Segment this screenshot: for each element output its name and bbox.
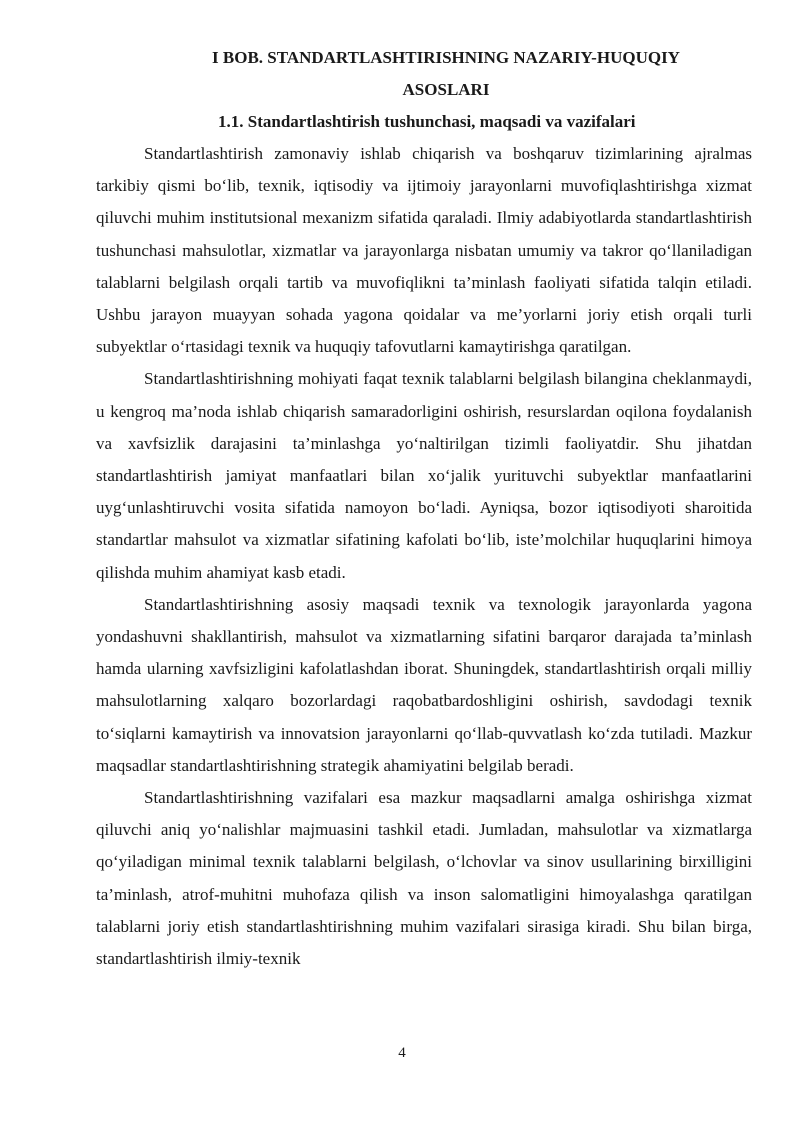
paragraph-3: Standartlashtirishning asosiy maqsadi texnik va texnologik jarayonlarda yagona yondashuvni shakllantirish, mahsulot va xizmatlarning sifatini barqaror darajada ta’minlash hamda ularning xavfsizligini kafolatlashdan iborat. Shuningdek, standartlashtirish orqali milliy mahsulotlarning xalqaro bozorlardagi raqobatbardoshligini oshirish, savdodagi texnik to‘siqlarni kamaytirish va innovatsion jarayonlarni qo‘llab-quvvatlash ko‘zda tutiladi. Mazkur maqsadlar standartlashtirishning strategik ahamiyatini belgilab beradi. (96, 594, 752, 775)
section-title: 1.1. Standartlashtirish tushunchasi, maqsadi va vazifalari (218, 112, 636, 131)
chapter-title (96, 42, 752, 106)
paragraph-2: Standartlashtirishning mohiyati faqat texnik talablarni belgilash bilangina cheklanmaydi, u kengroq ma’noda ishlab chiqarish samaradorligini oshirish, resurslardan oqilona foydalanish va xavfsizlik darajasini ta’minlashga yo‘naltirilgan tizimli faoliyatdir. Shu jihatdan standartlashtirish jamiyat manfaatlari bilan xo‘jalik yurituvchi subyektlar manfaatlarini uyg‘unlashtiruvchi vosita sifatida namoyon bo‘ladi. Ayniqsa, bozor iqtisodiyoti sharoitida standartlar mahsulot va xizmatlar sifatining kafolati bo‘lib, iste’molchilar huquqlarini himoya qilishda muhim ahamiyat kasb etadi. (96, 369, 752, 582)
chapter-title-line-2: ASOSLARI (402, 80, 490, 99)
paragraph-1: Standartlashtirish zamonaviy ishlab chiqarish va boshqaruv tizimlarining ajralmas tarkibiy qismi bo‘lib, texnik, iqtisodiy va ijtimoiy jarayonlarni muvofiqlashtirishga xizmat qiluvchi muhim institutsional mexanizm sifatida qaraladi. Ilmiy adabiyotlarda standartlashtirish tushunchasi mahsulotlar, xizmatlar va jarayonlarga nisbatan umumiy va takror qo‘llaniladigan talablarni belgilash orqali tartib va muvofiqlikni ta’minlash faoliyati sifatida talqin etiladi. Ushbu jarayon muayyan sohada yagona qoidalar va me’yorlarni joriy etish orqali turli subyektlar o‘rtasidagi texnik va huquqiy tafovutlarni kamaytirishga qaratilgan. (96, 144, 752, 357)
chapter-title-line-1: I BOB. STANDARTLASHTIRISHNING NAZARIY-HUQUQIY (212, 48, 680, 67)
paragraph-4: Standartlashtirishning vazifalari esa mazkur maqsadlarni amalga oshirishga xizmat qiluvchi aniq yo‘nalishlar majmuasini tashkil etadi. Jumladan, mahsulotlar va xizmatlarga qo‘yiladigan minimal texnik talablarni belgilash, o‘lchovlar va sinov usullarining birxilligini ta’minlash, atrof-muhitni muhofaza qilish va inson salomatligini himoyalashga qaratilgan talablarni joriy etish standartlashtirishning muhim vazifalari sirasiga kiradi. Shu bilan birga, standartlashtirish ilmiy-texnik (96, 788, 752, 969)
page-number: 4 (398, 1045, 406, 1061)
document-page (96, 42, 752, 975)
